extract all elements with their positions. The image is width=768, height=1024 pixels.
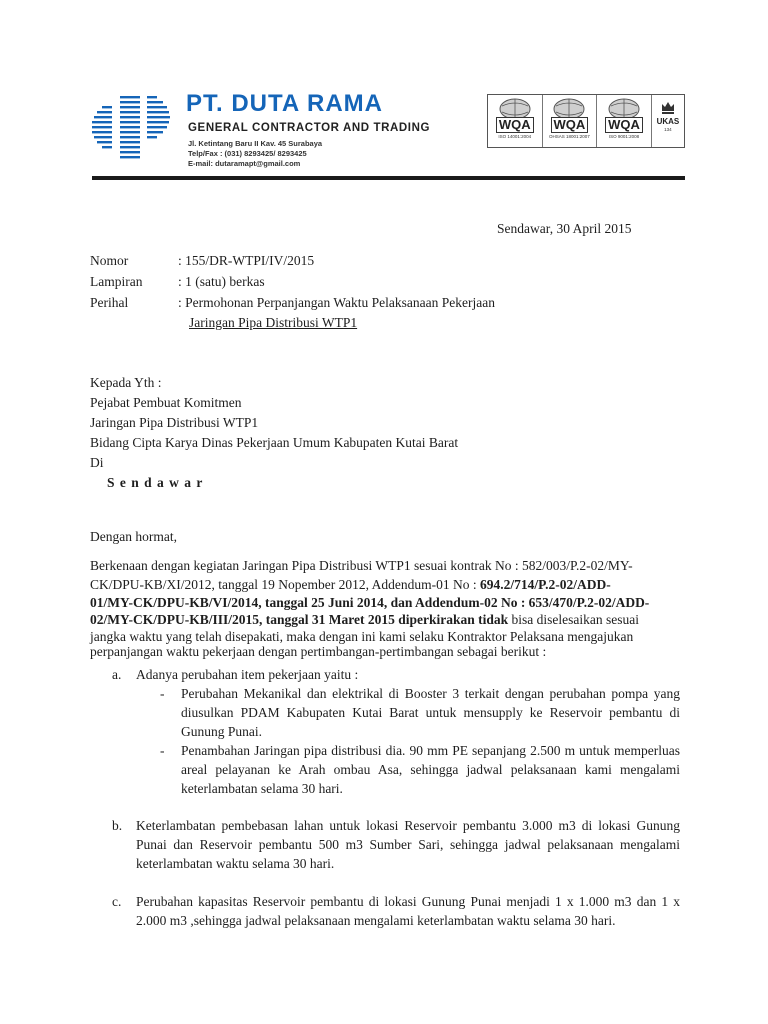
- recipient-line: Kepada Yth :: [90, 375, 162, 390]
- recipient-line: Bidang Cipta Karya Dinas Pekerjaan Umum Kabupaten Kutai Barat: [90, 435, 459, 450]
- company-phone: Telp/Fax : (031) 8293425/ 8293425: [188, 149, 307, 158]
- recipient-city: S e n d a w a r: [107, 475, 204, 490]
- ukas-code: 134: [664, 127, 672, 132]
- cert-badge: [543, 95, 598, 147]
- place-date: Sendawar, 30 April 2015: [497, 221, 632, 236]
- cert-code: ISO 14001:2004: [498, 134, 532, 139]
- company-logo: [92, 94, 174, 164]
- company-email: E-mail: dutaramapt@gmail.com: [188, 159, 301, 168]
- cert-mark: WQA: [605, 117, 643, 133]
- subpoint-marker: -: [160, 743, 165, 758]
- company-name: PT. DUTA RAMA: [186, 90, 383, 117]
- subpoint-text: Perubahan Mekanikal dan elektrikal di Booster 3 terkait dengan perubahan pompa yang diusulkan PDAM Kabupaten Kutai Barat untuk mensupply ke Reservoir pembantu di Gunung Punai.: [181, 686, 680, 739]
- point-text: Perubahan kapasitas Reservoir pembantu di lokasi Gunung Punai menjadi 1 x 1.000 m3 dan 1 x 2.000 m3 ,sehingga jadwal pelaksanaan mengalami keterlambatan waktu selama 30 hari.: [136, 894, 680, 928]
- meta-value-lampiran: : 1 (satu) berkas: [178, 274, 265, 289]
- point-text: Keterlambatan pembebasan lahan untuk lokasi Reservoir pembantu 3.000 m3 di lokasi Gunung Punai dan Reservoir pembantu 500 m3 Sumber Sari, sehingga jadwal pelaksanaan mengalami keterlambatan waktu selama 30 hari.: [136, 818, 680, 871]
- ukas-mark: UKAS: [656, 117, 680, 126]
- meta-value-perihal: : Permohonan Perpanjangan Waktu Pelaksanaan Pekerjaan: [178, 295, 495, 310]
- cert-code: OHSAS 18001:2007: [549, 134, 590, 139]
- meta-value-nomor: : 155/DR-WTPI/IV/2015: [178, 253, 315, 268]
- salutation: Dengan hormat,: [90, 529, 177, 544]
- company-address: Jl. Ketintang Baru II Kav. 45 Surabaya: [188, 139, 323, 148]
- intro-line: perpanjangan waktu pekerjaan dengan pertimbangan-pertimbangan sebagai berikut :: [90, 644, 547, 659]
- intro-line: jangka waktu yang telah disepakati, maka dengan ini kami selaku Kontraktor Pelaksana mengajukan: [90, 629, 634, 644]
- meta-label-lampiran: Lampiran: [90, 274, 143, 289]
- subpoint-marker: -: [160, 686, 165, 701]
- cert-badge: [597, 95, 652, 147]
- point-text: Adanya perubahan item pekerjaan yaitu :: [136, 667, 359, 682]
- intro-line: [90, 575, 611, 594]
- letterhead-divider: [92, 176, 685, 180]
- intro-line: Berkenaan dengan kegiatan Jaringan Pipa Distribusi WTP1 sesuai kontrak No : 582/003/P.2-02/MY-: [90, 558, 633, 573]
- intro-text: CK/DPU-KB/XI/2012, tanggal 19 Nopember 2012, Addendum-01 No :: [90, 577, 480, 592]
- intro-bold: 694.2/714/P.2-02/ADD-: [479, 577, 611, 592]
- meta-label-perihal: Perihal: [90, 295, 129, 310]
- subpoint-text: Penambahan Jaringan pipa distribusi dia. 90 mm PE sepanjang 2.500 m untuk memperluas areal pelayanan ke Arah ombau Asa, sehingga jadwal pelaksanaan kami mengalami keterlambatan selama 30 hari.: [181, 743, 680, 796]
- recipient-line: Di: [90, 455, 104, 470]
- intro-line: 01/MY-CK/DPU-KB/VI/2014, tanggal 25 Juni 2014, dan Addendum-02 No : 653/470/P.2-02/ADD-: [90, 595, 650, 610]
- point-marker: c.: [112, 894, 122, 909]
- company-tagline: GENERAL CONTRACTOR AND TRADING: [188, 122, 431, 134]
- recipient-line: Pejabat Pembuat Komitmen: [90, 395, 242, 410]
- point-marker: a.: [112, 667, 122, 682]
- crown-icon: [660, 99, 676, 115]
- certification-badges: [487, 94, 685, 148]
- cert-mark: WQA: [496, 117, 534, 133]
- recipient-line: Jaringan Pipa Distribusi WTP1: [90, 415, 259, 430]
- point-marker: b.: [112, 818, 123, 833]
- perihal-line-2: Jaringan Pipa Distribusi WTP1: [189, 315, 358, 330]
- cert-mark: WQA: [551, 117, 589, 133]
- cert-code: ISO 9001:2008: [608, 134, 640, 139]
- ukas-badge: [652, 95, 684, 147]
- intro-bold: 02/MY-CK/DPU-KB/III/2015, tanggal 31 Maret 2015 diperkirakan tidak: [90, 612, 509, 627]
- intro-text: bisa diselesaikan sesuai: [508, 612, 639, 627]
- cert-badge: [488, 95, 543, 147]
- meta-label-nomor: Nomor: [90, 253, 129, 268]
